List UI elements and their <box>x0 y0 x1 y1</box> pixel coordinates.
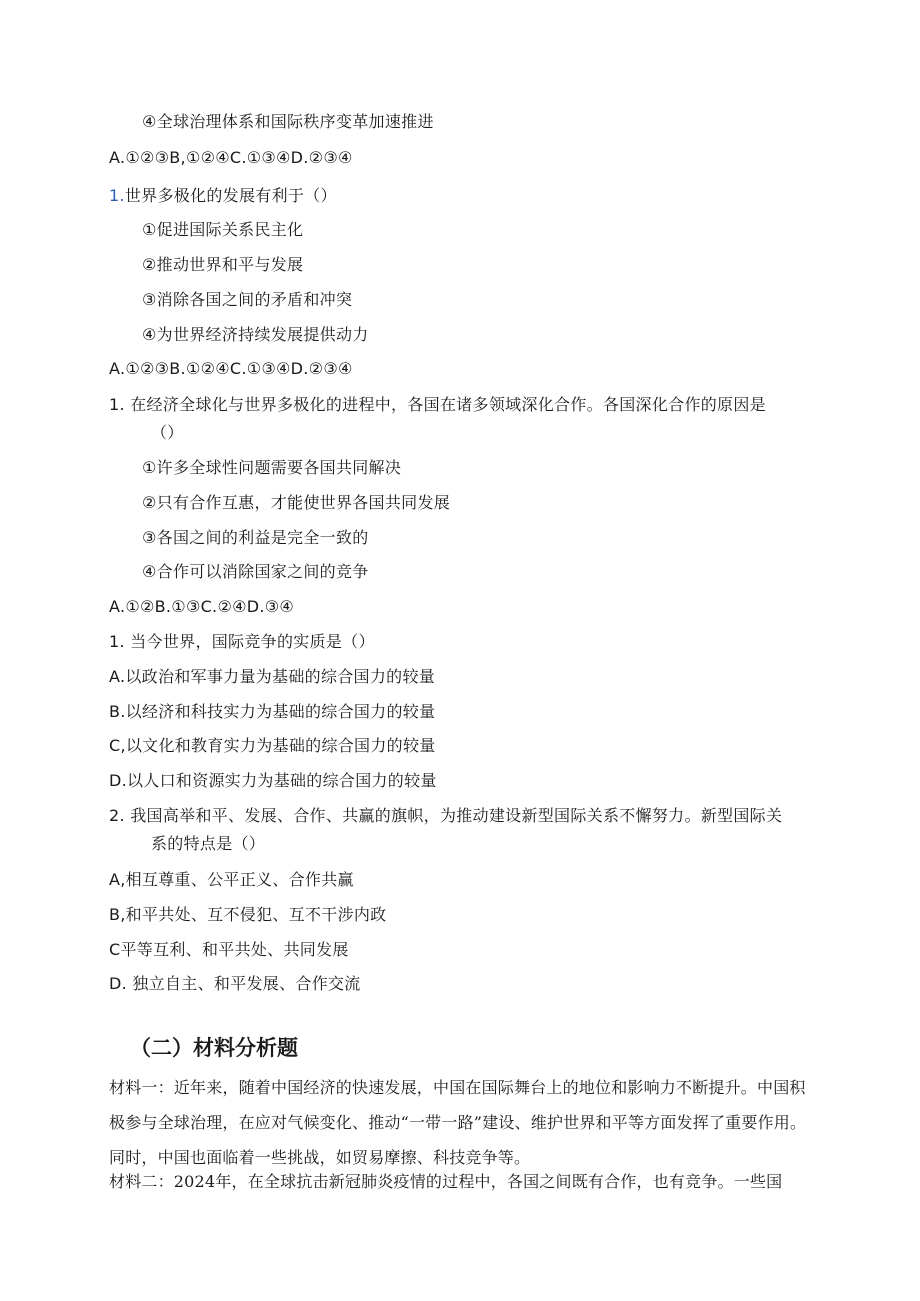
q4-option-c: C平等互利、和平共处、共同发展 <box>109 940 349 959</box>
material-2-paragraph: 材料二：2024年，在全球抗击新冠肺炎疫情的过程中，各国之间既有合作，也有竞争。一些国 <box>109 1172 783 1191</box>
q3-option-d: D.以人口和资源实力为基础的综合国力的较量 <box>109 771 437 790</box>
q1-stem <box>109 185 337 207</box>
q1-stem-text: 世界多极化的发展有利于（） <box>124 186 337 205</box>
q4-stem-line-2: 系的特点是（） <box>151 834 266 853</box>
q4-stem-line-1: 2. 我国高举和平、发展、合作、共赢的旗帜，为推动建设新型国际关系不懈努力。新型国际关 <box>109 806 783 825</box>
q2-stem-line-2: （） <box>151 423 184 442</box>
q1-option-1: ①促进国际关系民主化 <box>142 220 304 239</box>
q0-option-4: ④全球治理体系和国际秩序变革加速推进 <box>142 112 434 131</box>
q4-option-b: B,和平共处、互不侵犯、互不干涉内政 <box>109 905 387 924</box>
q3-option-b: B.以经济和科技实力为基础的综合国力的较量 <box>109 702 436 721</box>
q2-stem-line-1: 1. 在经济全球化与世界多极化的进程中，各国在诸多领域深化合作。各国深化合作的原因是 <box>109 395 766 414</box>
q0-answer-choices: A.①②③B,①②④C.①③④D.②③④ <box>109 148 353 167</box>
q3-option-c: C,以文化和教育实力为基础的综合国力的较量 <box>109 736 436 755</box>
q2-answer-choices: A.①②B.①③C.②④D.③④ <box>109 597 295 616</box>
q2-option-3: ③各国之间的利益是完全一致的 <box>142 528 369 547</box>
material-1-paragraph: 材料一：近年来，随着中国经济的快速发展，中国在国际舞台上的地位和影响力不断提升。中国积极参与全球治理，在应对气候变化、推动“一带一路”建设、维护世界和平等方面发挥了重要作用。同时，中国也面临着一些挑战，如贸易摩擦、科技竞争等。 <box>109 1078 807 1167</box>
q2-option-1: ①许多全球性问题需要各国共同解决 <box>142 458 402 477</box>
q4-option-d: D. 独立自主、和平发展、合作交流 <box>109 974 361 993</box>
q3-stem: 1. 当今世界，国际竞争的实质是（） <box>109 632 375 651</box>
q1-option-3: ③消除各国之间的矛盾和冲突 <box>142 290 353 309</box>
q1-option-2: ②推动世界和平与发展 <box>142 255 304 274</box>
q1-number: 1. <box>109 186 125 205</box>
section-heading: （二）材料分析题 <box>130 1036 298 1060</box>
q4-option-a: A,相互尊重、公平正义、合作共赢 <box>109 870 354 889</box>
q3-option-a: A.以政治和军事力量为基础的综合国力的较量 <box>109 667 436 686</box>
q1-answer-choices: A.①②③B.①②④C.①③④D.②③④ <box>109 359 353 378</box>
q1-option-4: ④为世界经济持续发展提供动力 <box>142 325 369 344</box>
q2-option-4: ④合作可以消除国家之间的竞争 <box>142 562 369 581</box>
q2-option-2: ②只有合作互惠，才能使世界各国共同发展 <box>142 493 451 512</box>
